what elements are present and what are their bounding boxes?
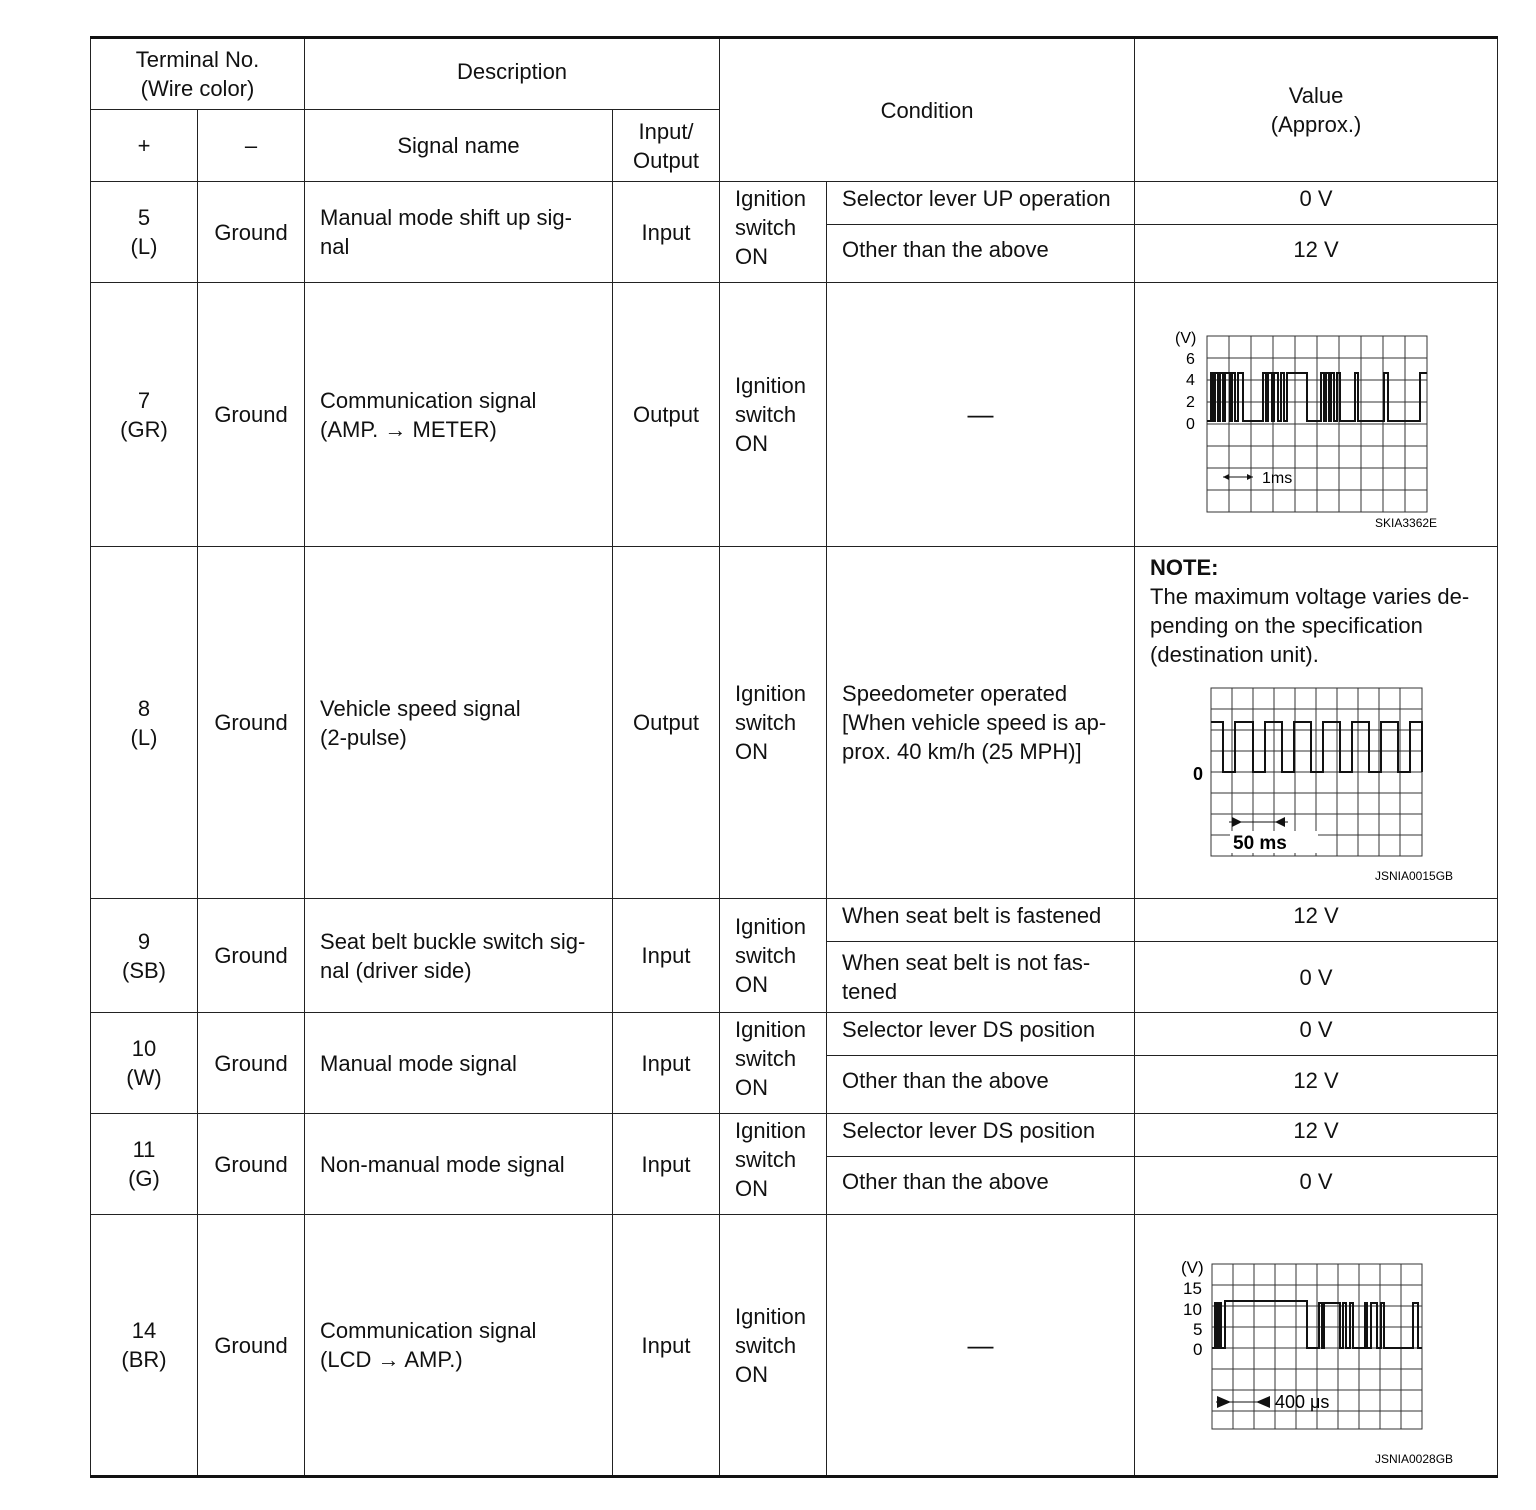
ignition-line: switch — [735, 1147, 797, 1172]
signal-line: Seat belt buckle switch sig- — [320, 928, 586, 954]
ignition-line: ON — [735, 739, 769, 764]
terminal-cell — [91, 547, 198, 899]
ignition-line: ON — [735, 972, 769, 997]
waveform-chart — [1135, 1215, 1498, 1475]
ground-cell: Ground — [198, 283, 305, 547]
waveform-chart — [1135, 547, 1498, 897]
header-terminal-no — [91, 38, 305, 110]
terminal-number: 11 — [132, 1137, 156, 1162]
header-value-label: Value — [1288, 83, 1344, 108]
table-row — [91, 1215, 1498, 1477]
ignition-line: Ignition — [735, 373, 806, 398]
wire-color: (W) — [126, 1065, 162, 1090]
oscilloscope-grid — [1207, 336, 1427, 512]
terminal-number: 10 — [131, 1036, 157, 1061]
terminal-number: 9 — [137, 928, 151, 954]
io-cell: Input — [613, 899, 720, 1013]
ignition-cell — [720, 547, 827, 899]
wire-color: (G) — [128, 1166, 160, 1191]
io-cell: Input — [613, 1013, 720, 1114]
wire-color: (SB) — [122, 957, 166, 983]
waveform-cell — [1135, 283, 1498, 547]
ignition-line: Ignition — [735, 681, 806, 706]
header-value — [1135, 38, 1498, 182]
io-cell: Input — [613, 1114, 720, 1215]
signal-line: nal — [320, 234, 350, 259]
header-minus: – — [198, 110, 305, 182]
ignition-line: switch — [735, 710, 797, 735]
value-cell: 12 V — [1135, 899, 1498, 942]
figure-code: SKIA3362E — [1375, 516, 1438, 530]
signal-name-cell: Manual mode signal — [305, 1013, 613, 1114]
table-row — [91, 899, 1498, 942]
condition-cell: Other than the above — [827, 225, 1135, 283]
condition-cell: — — [827, 283, 1135, 547]
ground-cell: Ground — [198, 547, 305, 899]
terminal-cell — [91, 182, 198, 283]
signal-name-cell — [305, 1215, 613, 1477]
header-plus: + — [91, 110, 198, 182]
value-cell: 12 V — [1135, 1056, 1498, 1114]
ignition-line: ON — [735, 244, 769, 269]
signal-name-cell — [305, 182, 613, 283]
wire-color: (BR) — [121, 1347, 167, 1372]
wire-color: (L) — [130, 234, 158, 259]
signal-line: Communication signal — [320, 1318, 537, 1343]
header-terminal-label: Terminal No. — [135, 47, 260, 72]
ground-cell: Ground — [198, 182, 305, 283]
ignition-line: Ignition — [735, 1303, 806, 1329]
signal-line: (2-pulse) — [320, 724, 407, 750]
time-scale-label: 1ms — [1262, 470, 1293, 487]
header-approx-label: (Approx.) — [1270, 112, 1362, 137]
signal-name-cell: Non-manual mode signal — [305, 1114, 613, 1215]
wire-color: (L) — [130, 724, 158, 750]
value-cell: 0 V — [1135, 1013, 1498, 1056]
signal-line: Vehicle speed signal — [320, 695, 521, 721]
y-tick: 6 — [1186, 351, 1195, 368]
header-io — [613, 110, 720, 182]
y-tick: 0 — [1193, 1340, 1203, 1359]
ignition-line: Ignition — [735, 1118, 806, 1143]
value-cell: 0 V — [1135, 942, 1498, 1013]
value-cell: 12 V — [1135, 1114, 1498, 1157]
ignition-line: Ignition — [735, 186, 806, 211]
signal-line: (LCD → AMP.) — [320, 1347, 463, 1372]
condition-cell: Other than the above — [827, 1157, 1135, 1215]
terminal-table — [90, 36, 1498, 1478]
ignition-line: Ignition — [735, 914, 806, 939]
signal-name-cell — [305, 547, 613, 899]
note-line: The maximum voltage varies de- — [1150, 584, 1470, 609]
y-unit-label: (V) — [1175, 330, 1197, 347]
ignition-cell — [720, 1215, 827, 1477]
io-cell: Input — [613, 182, 720, 283]
figure-code: JSNIA0015GB — [1375, 869, 1454, 883]
waveform-cell — [1135, 547, 1498, 899]
terminal-number: 7 — [137, 387, 151, 413]
condition-cell: Other than the above — [827, 1056, 1135, 1114]
header-signal-name: Signal name — [305, 110, 613, 182]
y-tick: 15 — [1183, 1279, 1202, 1298]
ignition-cell — [720, 1013, 827, 1114]
terminal-cell — [91, 1114, 198, 1215]
ground-cell: Ground — [198, 1215, 305, 1477]
terminal-number: 8 — [137, 695, 151, 721]
terminal-cell — [91, 283, 198, 547]
y-unit-label: (V) — [1181, 1258, 1204, 1277]
table-row — [91, 182, 1498, 225]
waveform-chart — [1135, 283, 1498, 545]
table-row — [91, 283, 1498, 547]
io-cell: Input — [613, 1215, 720, 1477]
condition-cell: Selector lever DS position — [827, 1013, 1135, 1056]
condition-line: [When vehicle speed is ap- — [842, 710, 1107, 735]
ignition-cell — [720, 899, 827, 1013]
ignition-line: ON — [735, 431, 769, 456]
y-tick: 0 — [1186, 416, 1195, 433]
header-condition: Condition — [720, 38, 1135, 182]
signal-line: Manual mode shift up sig- — [320, 205, 572, 230]
y-tick: 10 — [1183, 1300, 1202, 1319]
condition-line: When seat belt is not fas- — [842, 950, 1091, 975]
header-wire-color-label: (Wire color) — [140, 76, 255, 101]
terminal-number: 14 — [131, 1318, 157, 1343]
ignition-line: switch — [735, 943, 797, 968]
signal-line: Communication signal — [320, 387, 537, 413]
note-line: (destination unit). — [1150, 642, 1319, 667]
condition-line: tened — [842, 979, 898, 1004]
condition-cell: Selector lever DS position — [827, 1114, 1135, 1157]
ignition-line: switch — [735, 1046, 797, 1071]
ignition-line: ON — [735, 1361, 769, 1387]
ignition-cell — [720, 283, 827, 547]
condition-cell — [827, 942, 1135, 1013]
terminal-number: 5 — [137, 205, 151, 230]
time-scale-label: 50 ms — [1233, 833, 1287, 854]
ignition-cell — [720, 182, 827, 283]
condition-cell: When seat belt is fastened — [827, 899, 1135, 942]
ground-cell: Ground — [198, 1013, 305, 1114]
header-io-label-1: Input/ — [638, 118, 694, 144]
io-cell: Output — [613, 547, 720, 899]
header-description: Description — [305, 38, 720, 110]
table-row — [91, 547, 1498, 899]
y-tick: 4 — [1186, 372, 1195, 389]
ignition-line: ON — [735, 1075, 769, 1100]
signal-line: (AMP. → METER) — [320, 416, 497, 442]
ignition-cell — [720, 1114, 827, 1215]
waveform-cell — [1135, 1215, 1498, 1477]
ground-cell: Ground — [198, 1114, 305, 1215]
io-cell: Output — [613, 283, 720, 547]
wire-color: (GR) — [120, 416, 168, 442]
value-cell: 0 V — [1135, 182, 1498, 225]
ignition-line: switch — [735, 1332, 797, 1358]
terminal-cell — [91, 1215, 198, 1477]
ground-cell: Ground — [198, 899, 305, 1013]
signal-name-cell — [305, 899, 613, 1013]
ignition-line: switch — [735, 215, 797, 240]
y-tick: 5 — [1193, 1320, 1203, 1339]
table-row — [91, 1013, 1498, 1056]
ignition-line: Ignition — [735, 1017, 806, 1042]
signal-line: nal (driver side) — [320, 957, 472, 983]
time-scale-label: 400 μs — [1275, 1392, 1330, 1412]
note-line: pending on the specification — [1150, 613, 1423, 638]
condition-cell — [827, 547, 1135, 899]
ignition-line: switch — [735, 402, 797, 427]
value-cell: 12 V — [1135, 225, 1498, 283]
figure-code: JSNIA0028GB — [1375, 1452, 1454, 1466]
condition-cell: Selector lever UP operation — [827, 182, 1135, 225]
terminal-cell — [91, 899, 198, 1013]
condition-line: Speedometer operated — [842, 681, 1068, 706]
terminal-cell — [91, 1013, 198, 1114]
note-title: NOTE: — [1150, 555, 1219, 580]
table-row — [91, 1114, 1498, 1157]
header-io-label-2: Output — [633, 147, 700, 173]
y-tick: 2 — [1186, 394, 1195, 411]
ignition-line: ON — [735, 1176, 769, 1201]
condition-line: prox. 40 km/h (25 MPH)] — [842, 739, 1082, 764]
zero-label: 0 — [1193, 764, 1204, 784]
value-cell: 0 V — [1135, 1157, 1498, 1215]
signal-name-cell — [305, 283, 613, 547]
condition-cell: — — [827, 1215, 1135, 1477]
